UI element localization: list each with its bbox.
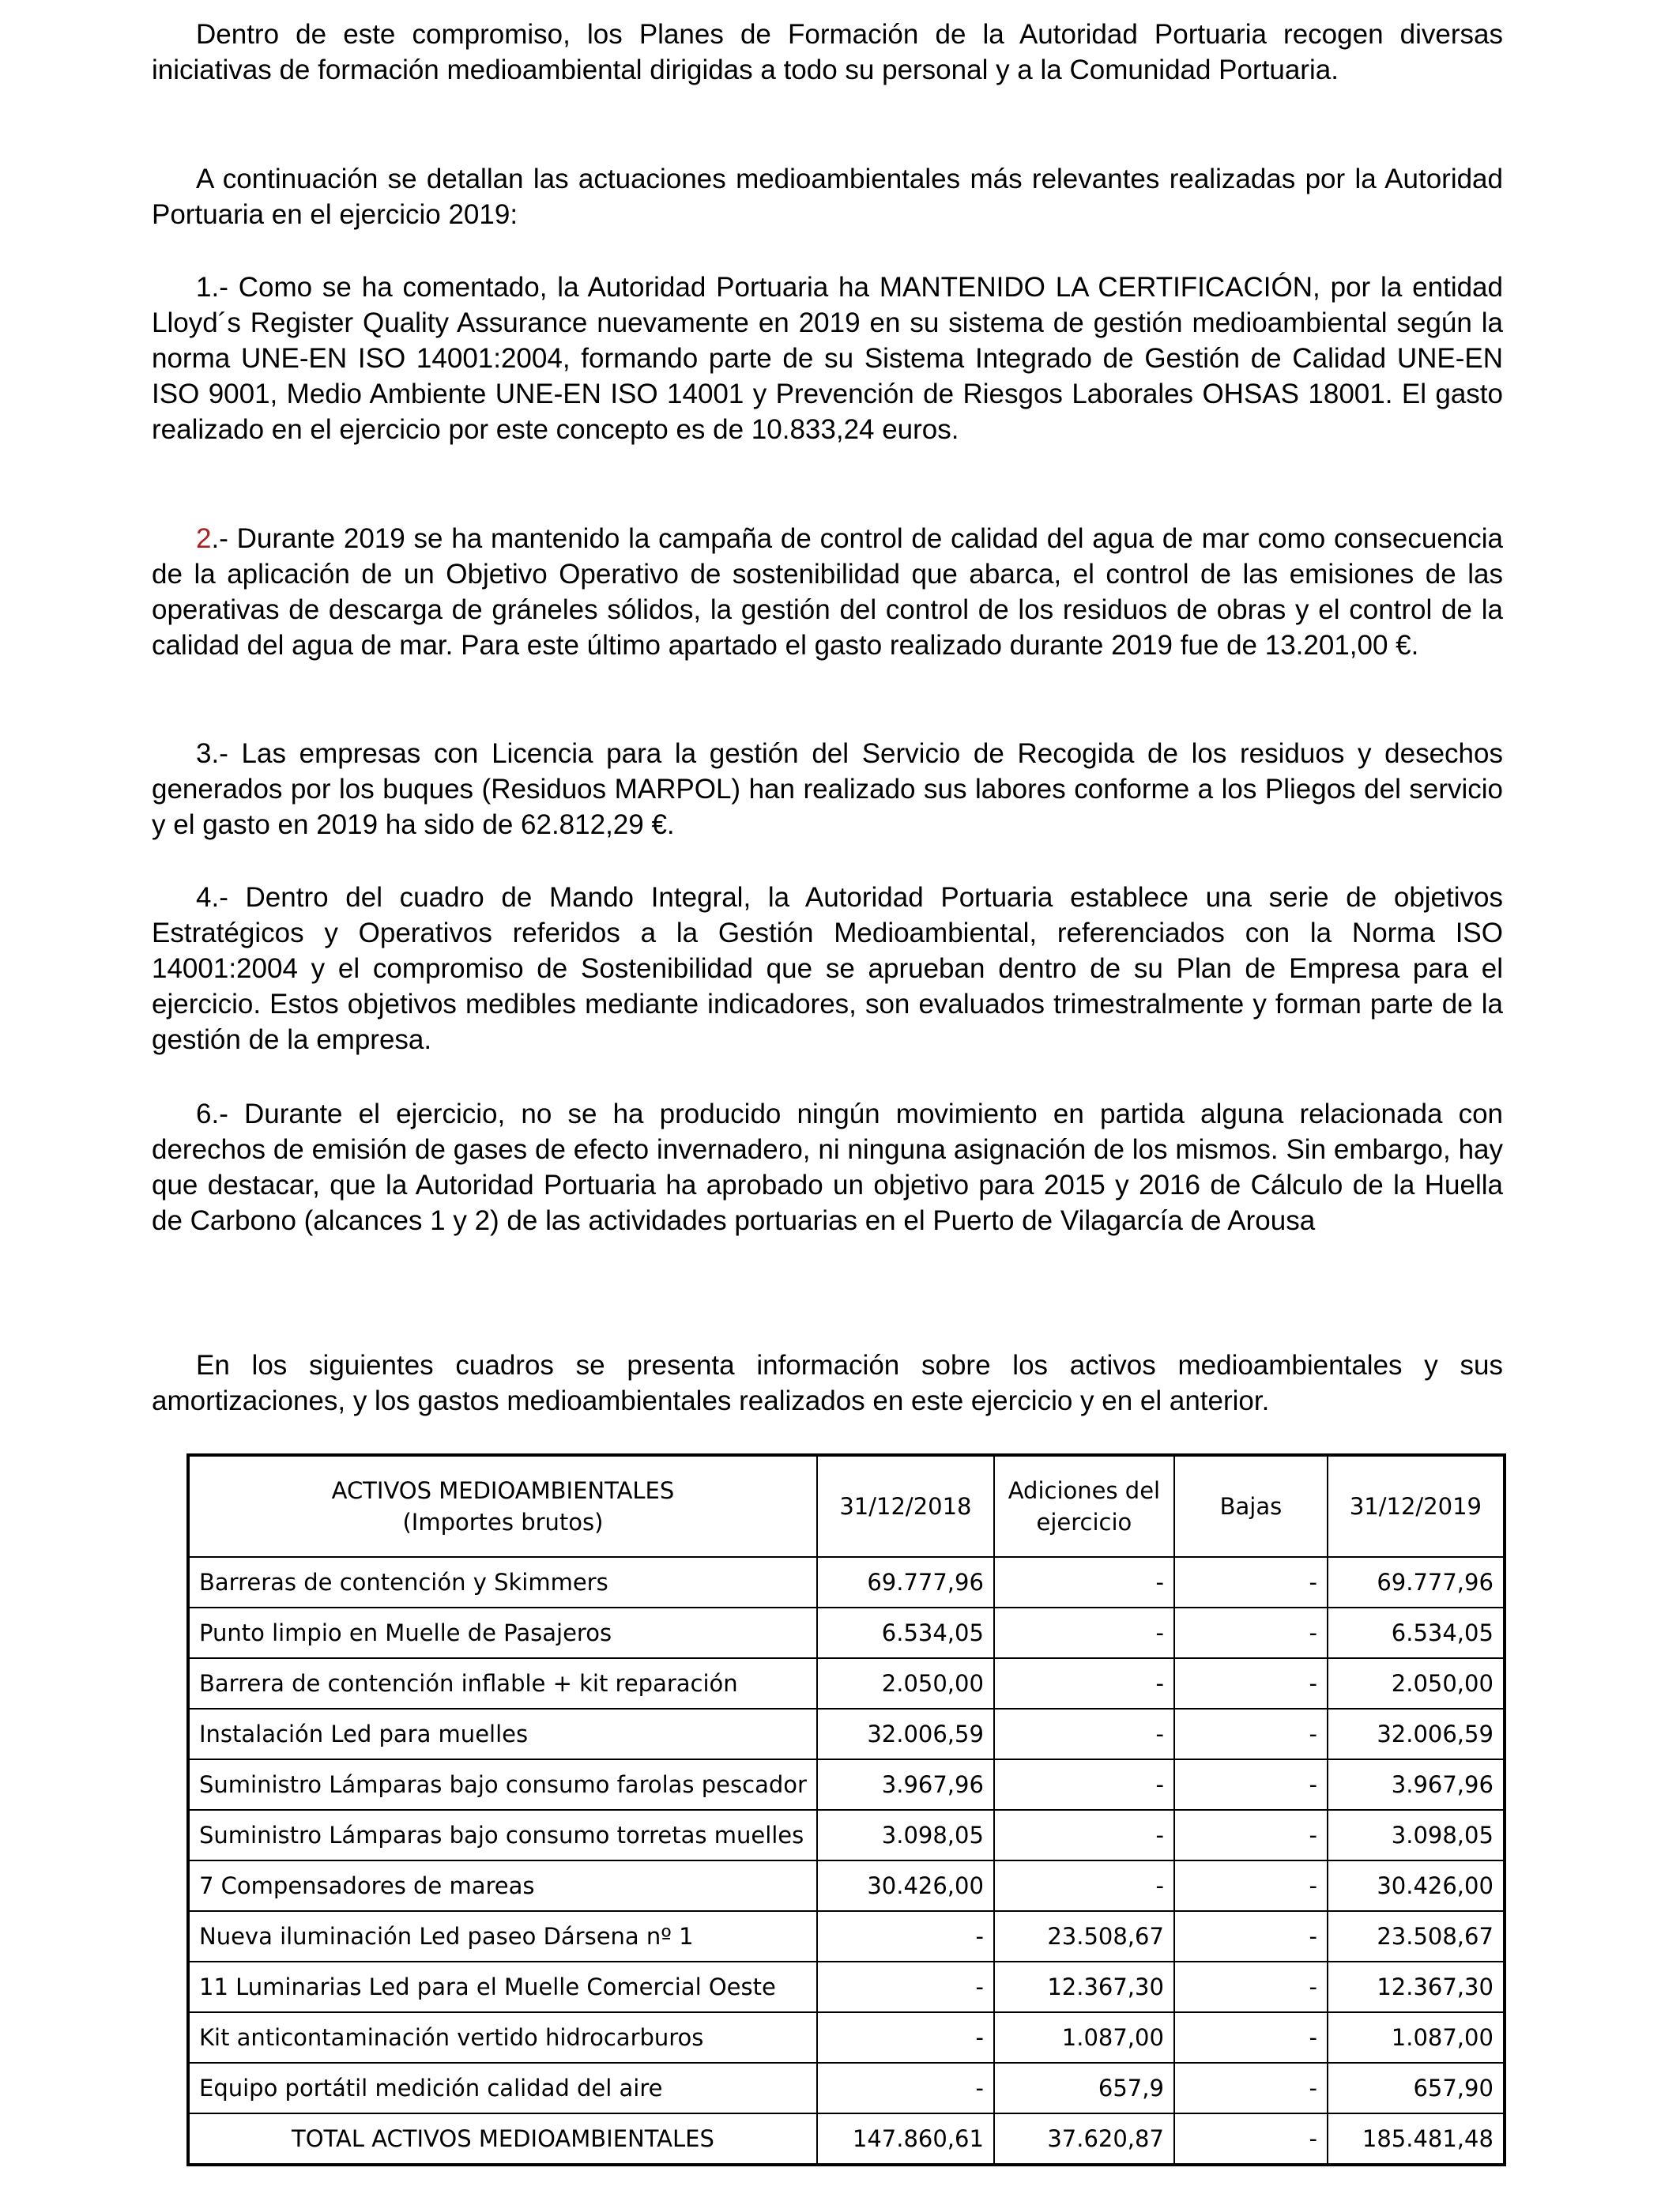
table-row (188, 1608, 1505, 1658)
row-label: 7 Compensadores de mareas (188, 1860, 817, 1911)
header-2019: 31/12/2019 (1328, 1455, 1505, 1557)
cell-adiciones: 12.367,30 (994, 1962, 1174, 2012)
cell-adiciones: - (994, 1709, 1174, 1759)
paragraph-item-3: 3.- Las empresas con Licencia para la gestión del Servicio de Recogida de los residuos y desechos generados por los buques (Residuos MARPOL) han realizado sus labores conforme a los Pliegos del servicio y el gasto en 2019 ha sido de 62.812,29 €. (152, 738, 1503, 840)
total-label: TOTAL ACTIVOS MEDIOAMBIENTALES (188, 2113, 817, 2165)
cell-2018: 6.534,05 (817, 1608, 994, 1658)
item-2-text: .- Durante 2019 se ha mantenido la campaña de control de calidad del agua de mar como consecuencia de la aplicación de un Objetivo Operativo de sostenibilidad que abarca, el control de las emisiones de las operativas de descarga de gráneles sólidos, la gestión del control de los residuos de obras y el control de la calidad del agua de mar. Para este último apartado el gasto realizado durante 2019 fue de 13.201,00 €. (152, 523, 1503, 661)
item-2-number: 2 (196, 523, 212, 554)
paragraph-item-6: 6.- Durante el ejercicio, no se ha producido ningún movimiento en partida alguna relacionada con derechos de emisión de gases de efecto invernadero, ni ninguna asignación de los mismos. Sin embargo, hay que destacar, que la Autoridad Portuaria ha aprobado un objetivo para 2015 y 2016 de Cálculo de la Huella de Carbono (alcances 1 y 2) de las actividades portuarias en el Puerto de Vilagarcía de Arousa (152, 1099, 1503, 1236)
table-header-row (188, 1455, 1505, 1557)
paragraph-formation: Dentro de este compromiso, los Planes de Formación de la Autoridad Portuaria recogen diversas iniciativas de formación medioambiental dirigidas a todo su personal y a la Comunidad Portuaria. (152, 19, 1503, 85)
cell-2019: 2.050,00 (1328, 1658, 1505, 1709)
paragraph-item-4: 4.- Dentro del cuadro de Mando Integral, la Autoridad Portuaria establece una serie de objetivos Estratégicos y Operativos referidos a la Gestión Medioambiental, referenciados con la Norma ISO 14001:2004 y el compromiso de Sostenibilidad que se aprueban dentro de su Plan de Empresa para el ejercicio. Estos objetivos medibles mediante indicadores, son evaluados trimestralmente y forman parte de la gestión de la empresa. (152, 882, 1503, 1055)
cell-2019: 1.087,00 (1328, 2012, 1505, 2063)
total-2018: 147.860,61 (817, 2113, 994, 2165)
cell-2019: 23.508,67 (1328, 1911, 1505, 1962)
header-activos: ACTIVOS MEDIOAMBIENTALES (Importes brutos) (188, 1455, 817, 1557)
row-label: Nueva iluminación Led paseo Dársena nº 1 (188, 1911, 817, 1962)
cell-2018: - (817, 1911, 994, 1962)
cell-adiciones: - (994, 1860, 1174, 1911)
cell-2019: 657,90 (1328, 2063, 1505, 2113)
row-label: 11 Luminarias Led para el Muelle Comercial Oeste (188, 1962, 817, 2012)
cell-adiciones: 1.087,00 (994, 2012, 1174, 2063)
cell-bajas: - (1174, 2063, 1328, 2113)
row-label: Barrera de contención inflable + kit reparación (188, 1658, 817, 1709)
cell-2018: 3.967,96 (817, 1759, 994, 1810)
cell-2018: - (817, 2012, 994, 2063)
header-adiciones: Adiciones del ejercicio (994, 1455, 1174, 1557)
paragraph-intro: A continuación se detallan las actuaciones medioambientales más relevantes realizadas por la Autoridad Portuaria en el ejercicio 2019: (152, 164, 1503, 230)
assets-table (186, 1453, 1506, 2166)
cell-bajas: - (1174, 1810, 1328, 1860)
cell-bajas: - (1174, 1658, 1328, 1709)
cell-2018: 32.006,59 (817, 1709, 994, 1759)
paragraph-tables-intro: En los siguientes cuadros se presenta información sobre los activos medioambientales y sus amortizaciones, y los gastos medioambientales realizados en este ejercicio y en el anterior. (152, 1350, 1503, 1416)
table-row (188, 1759, 1505, 1810)
table-row (188, 2063, 1505, 2113)
cell-bajas: - (1174, 1557, 1328, 1608)
table-row (188, 2012, 1505, 2063)
cell-bajas: - (1174, 1759, 1328, 1810)
cell-2018: 2.050,00 (817, 1658, 994, 1709)
cell-2018: 30.426,00 (817, 1860, 994, 1911)
cell-bajas: - (1174, 1860, 1328, 1911)
row-label: Barreras de contención y Skimmers (188, 1557, 817, 1608)
table-row (188, 1658, 1505, 1709)
table-row (188, 1557, 1505, 1608)
row-label: Punto limpio en Muelle de Pasajeros (188, 1608, 817, 1658)
table-row (188, 1810, 1505, 1860)
cell-2019: 12.367,30 (1328, 1962, 1505, 2012)
total-2019: 185.481,48 (1328, 2113, 1505, 2165)
cell-2018: 69.777,96 (817, 1557, 994, 1608)
table-row (188, 1911, 1505, 1962)
total-adiciones: 37.620,87 (994, 2113, 1174, 2165)
table-row (188, 1962, 1505, 2012)
cell-adiciones: - (994, 1557, 1174, 1608)
table-row (188, 1709, 1505, 1759)
cell-bajas: - (1174, 1911, 1328, 1962)
row-label: Instalación Led para muelles (188, 1709, 817, 1759)
total-bajas: - (1174, 2113, 1328, 2165)
header-bajas: Bajas (1174, 1455, 1328, 1557)
table-row (188, 1860, 1505, 1911)
cell-2019: 69.777,96 (1328, 1557, 1505, 1608)
row-label: Suministro Lámparas bajo consumo torretas muelles (188, 1810, 817, 1860)
row-label: Suministro Lámparas bajo consumo farolas pescador (188, 1759, 817, 1810)
cell-bajas: - (1174, 1962, 1328, 2012)
cell-adiciones: - (994, 1658, 1174, 1709)
cell-adiciones: 657,9 (994, 2063, 1174, 2113)
cell-adiciones: - (994, 1810, 1174, 1860)
cell-adiciones: - (994, 1608, 1174, 1658)
cell-2018: - (817, 2063, 994, 2113)
cell-bajas: - (1174, 1608, 1328, 1658)
cell-2019: 30.426,00 (1328, 1860, 1505, 1911)
header-2018: 31/12/2018 (817, 1455, 994, 1557)
cell-2018: 3.098,05 (817, 1810, 994, 1860)
cell-2019: 32.006,59 (1328, 1709, 1505, 1759)
cell-bajas: - (1174, 2012, 1328, 2063)
cell-bajas: - (1174, 1709, 1328, 1759)
row-label: Equipo portátil medición calidad del aire (188, 2063, 817, 2113)
cell-adiciones: - (994, 1759, 1174, 1810)
row-label: Kit anticontaminación vertido hidrocarburos (188, 2012, 817, 2063)
cell-adiciones: 23.508,67 (994, 1911, 1174, 1962)
paragraph-item-2 (152, 521, 1503, 663)
cell-2019: 6.534,05 (1328, 1608, 1505, 1658)
paragraph-item-1: 1.- Como se ha comentado, la Autoridad Portuaria ha MANTENIDO LA CERTIFICACIÓN, por la entidad Lloyd´s Register Quality Assurance nuevamente en 2019 en su sistema de gestión medioambiental según la norma UNE-EN ISO 14001:2004, formando parte de su Sistema Integrado de Gestión de Calidad UNE-EN ISO 9001, Medio Ambiente UNE-EN ISO 14001 y Prevención de Riesgos Laborales OHSAS 18001. El gasto realizado en el ejercicio por este concepto es de 10.833,24 euros. (152, 272, 1503, 445)
table-total-row (188, 2113, 1505, 2165)
cell-2018: - (817, 1962, 994, 2012)
cell-2019: 3.967,96 (1328, 1759, 1505, 1810)
cell-2019: 3.098,05 (1328, 1810, 1505, 1860)
